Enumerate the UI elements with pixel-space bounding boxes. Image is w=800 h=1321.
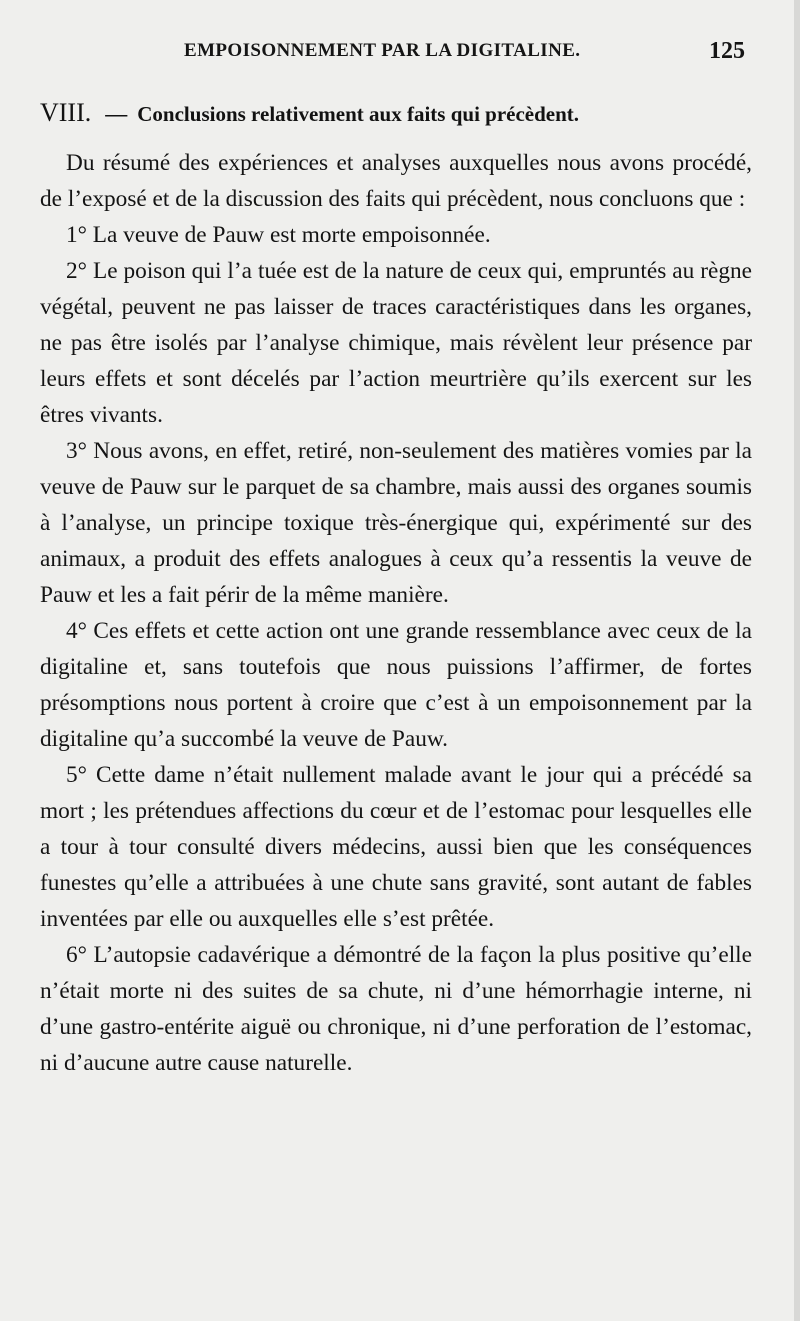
- paragraph-conclusion-6: 6° L’autopsie cadavérique a démontré de la façon la plus positive qu’elle n’était morte ni des suites de sa chute, ni d’une hémorrhagie interne, ni d’une gastro-entérite aiguë ou chronique, ni d’une perforation de l’estomac, ni d’aucune autre cause naturelle.: [40, 942, 752, 1076]
- section-number: VIII.: [40, 98, 92, 127]
- section-title: Conclusions relativement aux faits qui précèdent.: [137, 102, 580, 126]
- page-number: 125: [709, 38, 745, 64]
- paragraph-intro: Du résumé des expériences et analyses auxquelles nous avons procédé, de l’exposé et de la discussion des faits qui précèdent, nous concluons que :: [40, 150, 752, 212]
- running-title: EMPOISONNEMENT PAR LA DIGITALINE.: [184, 40, 581, 61]
- page-header: [100, 38, 745, 68]
- section-dash: —: [105, 101, 128, 126]
- paragraph-conclusion-5: 5° Cette dame n’était nullement malade avant le jour qui a précédé sa mort ; les prétendues affections du cœur et de l’estomac pour lesquelles elle a tour à tour consulté divers médecins, aussi bien que les conséquences funestes qu’elle a attribuées à une chute sans gravité, sont autant de fables inventées par elle ou auxquelles elle s’est prêtée.: [40, 762, 752, 932]
- body-text: [40, 145, 752, 1081]
- paragraph-conclusion-2: 2° Le poison qui l’a tuée est de la nature de ceux qui, empruntés au règne végétal, peuvent ne pas laisser de traces caractéristiques dans les organes, ne pas être isolés par l’analyse chimique, mais révèlent leur présence par leurs effets et sont décelés par l’action meurtrière qu’ils exercent sur les êtres vivants.: [40, 258, 752, 428]
- paragraph-conclusion-4: 4° Ces effets et cette action ont une grande ressemblance avec ceux de la digitaline et, sans toutefois que nous puissions l’affirmer, de fortes présomptions nous portent à croire que c’est à un empoisonnement par la digitaline qu’a succombé la veuve de Pauw.: [40, 618, 752, 752]
- paragraph-conclusion-1: 1° La veuve de Pauw est morte empoisonnée.: [66, 222, 491, 248]
- section-heading: [40, 98, 752, 128]
- paragraph-conclusion-3: 3° Nous avons, en effet, retiré, non-seulement des matières vomies par la veuve de Pauw sur le parquet de sa chambre, mais aussi des organes soumis à l’analyse, un principe toxique très-énergique qui, expérimenté sur des animaux, a produit des effets analogues à ceux qu’a ressentis la veuve de Pauw et les a fait périr de la même manière.: [40, 438, 752, 608]
